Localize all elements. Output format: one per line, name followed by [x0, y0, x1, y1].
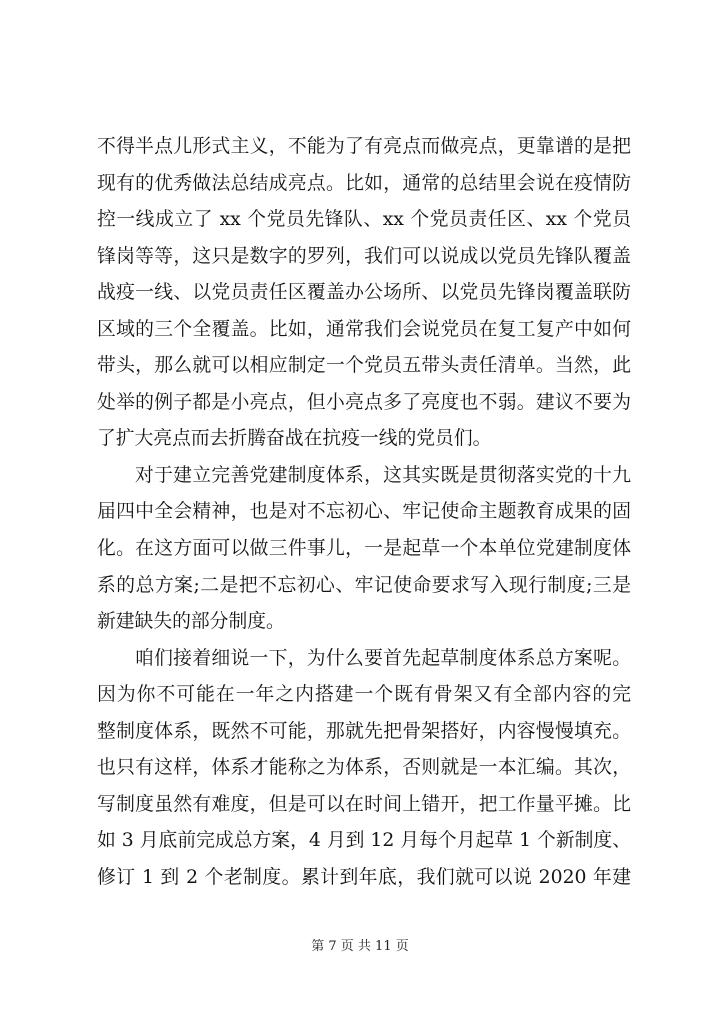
text-line: 区域的三个全覆盖。比如，通常我们会说党员在复工复产中如何	[97, 318, 631, 340]
text-line: 了扩大亮点而去折腾奋战在抗疫一线的党员们。	[97, 428, 492, 450]
text-line: 战疫一线、以党员责任区覆盖办公场所、以党员先锋岗覆盖联防	[97, 282, 631, 304]
text-line: 如 3 月底前完成总方案，4 月到 12 月每个月起草 1 个新制度、	[97, 830, 631, 852]
text-line: 咱们接着细说一下，为什么要首先起草制度体系总方案呢。	[135, 647, 631, 669]
text-line: 带头，那么就可以相应制定一个党员五带头责任清单。当然，此	[97, 355, 631, 377]
text-line: 不得半点儿形式主义，不能为了有亮点而做亮点，更靠谱的是把	[97, 136, 631, 157]
text-line: 现有的优秀做法总结成亮点。比如，通常的总结里会说在疫情防	[97, 172, 631, 194]
text-line: 对于建立完善党建制度体系，这其实既是贯彻落实党的十九	[135, 464, 631, 486]
text-line: 写制度虽然有难度，但是可以在时间上错开，把工作量平摊。比	[97, 793, 631, 815]
paragraph-1	[97, 129, 631, 458]
paragraph-2	[97, 458, 631, 641]
text-line: 修订 1 到 2 个老制度。累计到年底，我们就可以说 2020 年建	[97, 866, 631, 888]
text-line: 系的总方案;二是把不忘初心、牢记使命要求写入现行制度;三是	[97, 574, 631, 596]
text-line: 届四中全会精神，也是对不忘初心、牢记使命主题教育成果的固	[97, 501, 631, 523]
text-line: 也只有这样，体系才能称之为体系，否则就是一本汇编。其次，	[97, 757, 631, 779]
text-line: 整制度体系，既然不可能，那就先把骨架搭好，内容慢慢填充。	[97, 720, 631, 742]
body-text	[97, 129, 631, 896]
page-footer: 第 7 页 共 11 页	[311, 939, 409, 954]
text-line: 锋岗等等，这只是数字的罗列，我们可以说成以党员先锋队覆盖	[97, 245, 631, 267]
text-line: 新建缺失的部分制度。	[97, 611, 285, 633]
text-line: 化。在这方面可以做三件事儿，一是起草一个本单位党建制度体	[97, 538, 631, 560]
text-line: 处举的例子都是小亮点，但小亮点多了亮度也不弱。建议不要为	[97, 391, 631, 413]
text-line: 控一线成立了 xx 个党员先锋队、xx 个党员责任区、xx 个党员	[97, 209, 631, 231]
text-line: 因为你不可能在一年之内搭建一个既有骨架又有全部内容的完	[97, 684, 631, 706]
paragraph-3	[97, 641, 631, 897]
